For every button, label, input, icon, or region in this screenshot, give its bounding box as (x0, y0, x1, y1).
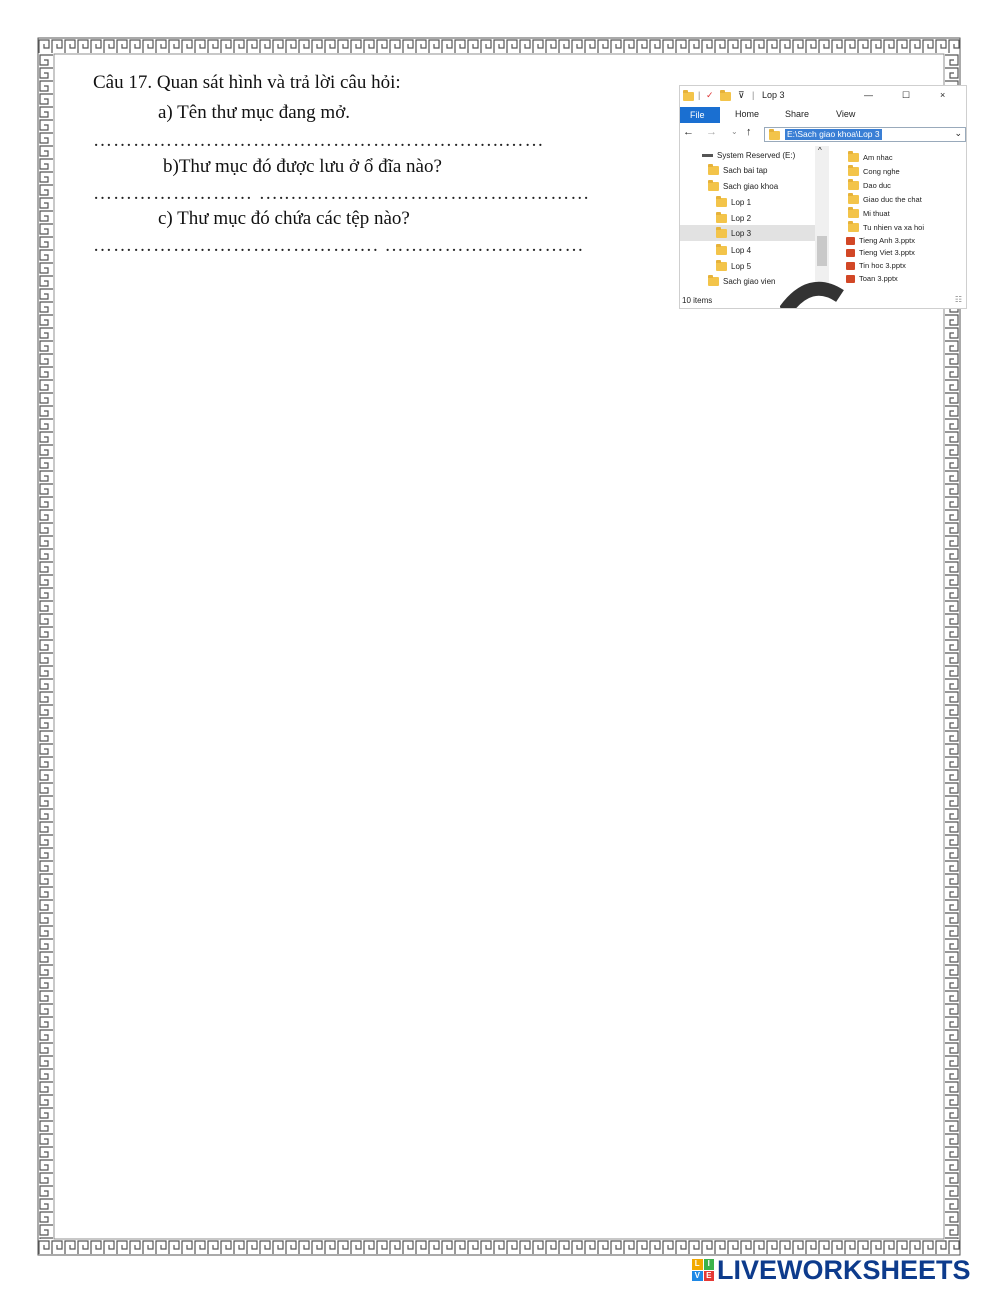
logo-cell: V (692, 1271, 703, 1282)
folder-icon (848, 167, 859, 176)
file-explorer-window (679, 85, 967, 309)
address-bar (680, 126, 966, 142)
folder-icon (716, 246, 727, 255)
scroll-thumb[interactable] (817, 236, 827, 266)
powerpoint-icon (846, 249, 855, 257)
folder-icon (716, 198, 727, 207)
address-input[interactable] (764, 127, 966, 142)
nav-label: Sach giao khoa (723, 182, 779, 191)
folder-item[interactable] (848, 181, 891, 190)
item-label: Am nhac (863, 153, 893, 162)
item-label: Cong nghe (863, 167, 900, 176)
nav-label: Lop 2 (731, 214, 752, 223)
folder-icon (683, 92, 694, 101)
folder-icon (848, 223, 859, 232)
maximize-button[interactable]: ☐ (902, 90, 911, 100)
folder-item[interactable] (848, 195, 922, 204)
check-icon[interactable]: ✓ (706, 90, 714, 100)
ribbon-tabs (680, 107, 966, 123)
nav-item-sach-giao-khoa[interactable] (708, 182, 778, 191)
folder-item[interactable] (848, 209, 890, 218)
powerpoint-icon (846, 237, 855, 245)
item-label: Tin hoc 3.pptx (859, 261, 906, 270)
chevron-down-icon[interactable]: ⌄ (954, 128, 962, 138)
item-label: Tieng Anh 3.pptx (859, 236, 916, 245)
folder-icon (716, 229, 727, 238)
details-view-icon[interactable]: ☷ (954, 295, 962, 304)
folder-item[interactable] (848, 223, 924, 232)
file-item[interactable] (846, 248, 915, 257)
new-folder-icon[interactable] (720, 92, 731, 101)
question-c: c) Thư mục đó chứa các tệp nào? (158, 208, 410, 229)
nav-item-lop-5[interactable] (716, 262, 751, 271)
folder-icon (848, 195, 859, 204)
item-label: Mi thuat (863, 209, 890, 218)
nav-label: Sach giao vien (723, 277, 776, 286)
file-pane (848, 148, 966, 294)
answer-line-c[interactable]: ……………………………………. ………………………… (93, 235, 585, 256)
nav-label: Sach bai tap (723, 166, 768, 175)
nav-item-lop-3[interactable] (680, 225, 815, 241)
folder-icon (708, 182, 719, 191)
separator: | (698, 90, 701, 100)
folder-icon (848, 153, 859, 162)
logo-cell: I (704, 1259, 715, 1270)
address-path: E:\Sach giao khoa\Lop 3 (787, 129, 880, 139)
item-label: Dao duc (863, 181, 891, 190)
window-title: Lop 3 (762, 90, 785, 100)
logo-cell: E (704, 1271, 715, 1282)
nav-label: Lop 5 (731, 262, 752, 271)
logo-mark (692, 1259, 714, 1281)
folder-icon (708, 166, 719, 175)
tab-share[interactable]: Share (785, 109, 810, 119)
nav-label: Lop 1 (731, 198, 752, 207)
tab-file[interactable]: File (680, 107, 720, 123)
title-bar (680, 86, 966, 106)
question-title: Câu 17. Quan sát hình và trả lời câu hỏi: (93, 72, 401, 93)
item-count: 10 items (682, 296, 713, 305)
nav-item-sach-giao-vien[interactable] (708, 277, 775, 286)
close-button[interactable]: × (940, 90, 946, 100)
nav-item-lop-4[interactable] (716, 246, 751, 255)
file-item[interactable] (846, 236, 915, 245)
folder-item[interactable] (848, 153, 893, 162)
item-label: Tieng Viet 3.pptx (859, 248, 915, 257)
nav-label: System Reserved (E:) (717, 151, 796, 160)
answer-line-a[interactable]: ……………………………………………………..…… (93, 130, 545, 151)
forward-arrow-icon[interactable]: → (706, 126, 717, 138)
dropdown-icon[interactable]: ⊽ (738, 90, 745, 100)
recent-dropdown-icon[interactable]: ⌄ (731, 127, 738, 136)
folder-icon (769, 131, 780, 140)
status-bar (680, 295, 966, 308)
logo-text: LIVEWORKSHEETS (717, 1254, 971, 1285)
answer-line-b[interactable]: …………………… …..……………………………………… (93, 183, 591, 204)
item-label: Tu nhien va xa hoi (863, 223, 925, 232)
folder-icon (716, 262, 727, 271)
question-b: b)Thư mục đó được lưu ở ổ đĩa nào? (163, 156, 442, 177)
tab-home[interactable]: Home (735, 109, 760, 119)
drive-icon (702, 154, 713, 157)
back-arrow-icon[interactable]: ← (683, 126, 694, 138)
nav-label: Lop 3 (731, 228, 752, 238)
folder-icon (708, 277, 719, 286)
scroll-up-icon[interactable]: ^ (818, 146, 822, 155)
nav-item-sach-bai-tap[interactable] (708, 166, 767, 175)
item-label: Giao duc the chat (863, 195, 922, 204)
question-a: a) Tên thư mục đang mở. (158, 102, 351, 123)
nav-item-lop-1[interactable] (716, 198, 751, 207)
minimize-button[interactable]: — (864, 90, 873, 100)
liveworksheets-logo (692, 1253, 971, 1287)
item-label: Toan 3.pptx (859, 274, 898, 283)
nav-item-drive[interactable] (702, 151, 795, 160)
folder-icon (716, 214, 727, 223)
folder-icon (848, 209, 859, 218)
up-arrow-icon[interactable]: ↑ (746, 126, 752, 138)
nav-item-lop-2[interactable] (716, 214, 751, 223)
tab-view[interactable]: View (836, 109, 856, 119)
logo-cell: L (692, 1259, 703, 1270)
folder-icon (848, 181, 859, 190)
folder-item[interactable] (848, 167, 900, 176)
scroll-down-icon[interactable]: ⌄ (818, 285, 825, 294)
separator: | (752, 90, 755, 100)
nav-label: Lop 4 (731, 246, 752, 255)
